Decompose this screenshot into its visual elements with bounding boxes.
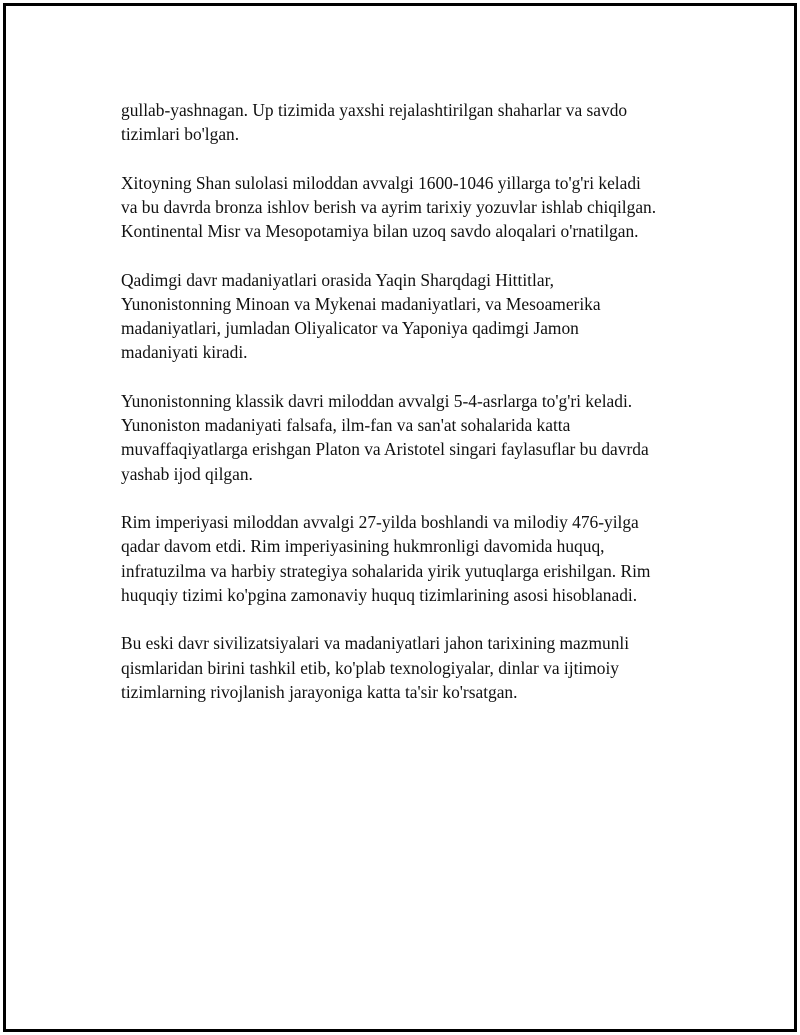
text-line: gullab-yashnagan. Up tizimida yaxshi rejalashtirilgan shaharlar va savdo	[121, 100, 628, 120]
text-line: qadar davom etdi. Rim imperiyasining hukmronligi davomida huquq,	[121, 536, 605, 557]
text-line: Xitoyning Shan sulolasi miloddan avvalgi 1600-1046 yillarga to'g'ri keladi	[121, 172, 641, 193]
text-line: infratuzilma va harbiy strategiya sohalarida yirik yutuqlarga erishilgan. Rim	[121, 560, 651, 581]
text-line: Yunonistonning klassik davri miloddan avvalgi 5-4-asrlarga to'g'ri keladi.	[121, 391, 633, 411]
text-line: madaniyati kiradi.	[121, 342, 248, 363]
text-line: yashab ijod qilgan.	[121, 463, 253, 484]
text-line: tizimlari bo'lgan.	[121, 124, 240, 145]
paragraph-6	[121, 631, 701, 704]
text-line: Qadimgi davr madaniyatlari orasida Yaqin Sharqdagi Hittitlar,	[121, 269, 555, 290]
paragraph-4	[121, 389, 701, 486]
text-line: va bu davrda bronza ishlov berish va ayrim tarixiy yozuvlar ishlab chiqilgan.	[121, 197, 657, 217]
text-line: madaniyatlari, jumladan Oliyalicator va Yaponiya qadimgi Jamon	[121, 318, 579, 339]
paragraph-1	[121, 98, 701, 146]
text-line: Rim imperiyasi miloddan avvalgi 27-yilda boshlandi va milodiy 476-yilga	[121, 512, 639, 533]
text-line: tizimlarning rivojlanish jarayoniga katta ta'sir ko'rsatgan.	[121, 681, 518, 702]
text-line: huquqiy tizimi ko'pgina zamonaviy huquq tizimlarining asosi hisoblanadi.	[121, 584, 638, 605]
text-line: qismlaridan birini tashkil etib, ko'plab texnologiyalar, dinlar va ijtimoiy	[121, 657, 619, 678]
text-line: Bu eski davr sivilizatsiyalari va madaniyatlari jahon tarixining mazmunli	[121, 633, 630, 654]
paragraph-5	[121, 510, 701, 607]
text-line: Yunoniston madaniyati falsafa, ilm-fan va san'at sohalarida katta	[121, 415, 571, 436]
document-body	[121, 98, 701, 728]
text-line: Yunonistonning Minoan va Mykenai madaniyatlari, va Mesoamerika	[121, 294, 601, 314]
page-frame	[3, 3, 797, 1032]
text-line: Kontinental Misr va Mesopotamiya bilan uzoq savdo aloqalari o'rnatilgan.	[121, 221, 639, 242]
text-line: muvaffaqiyatlarga erishgan Platon va Aristotel singari faylasuflar bu davrda	[121, 439, 649, 460]
paragraph-2	[121, 171, 701, 244]
paragraph-3	[121, 268, 701, 365]
